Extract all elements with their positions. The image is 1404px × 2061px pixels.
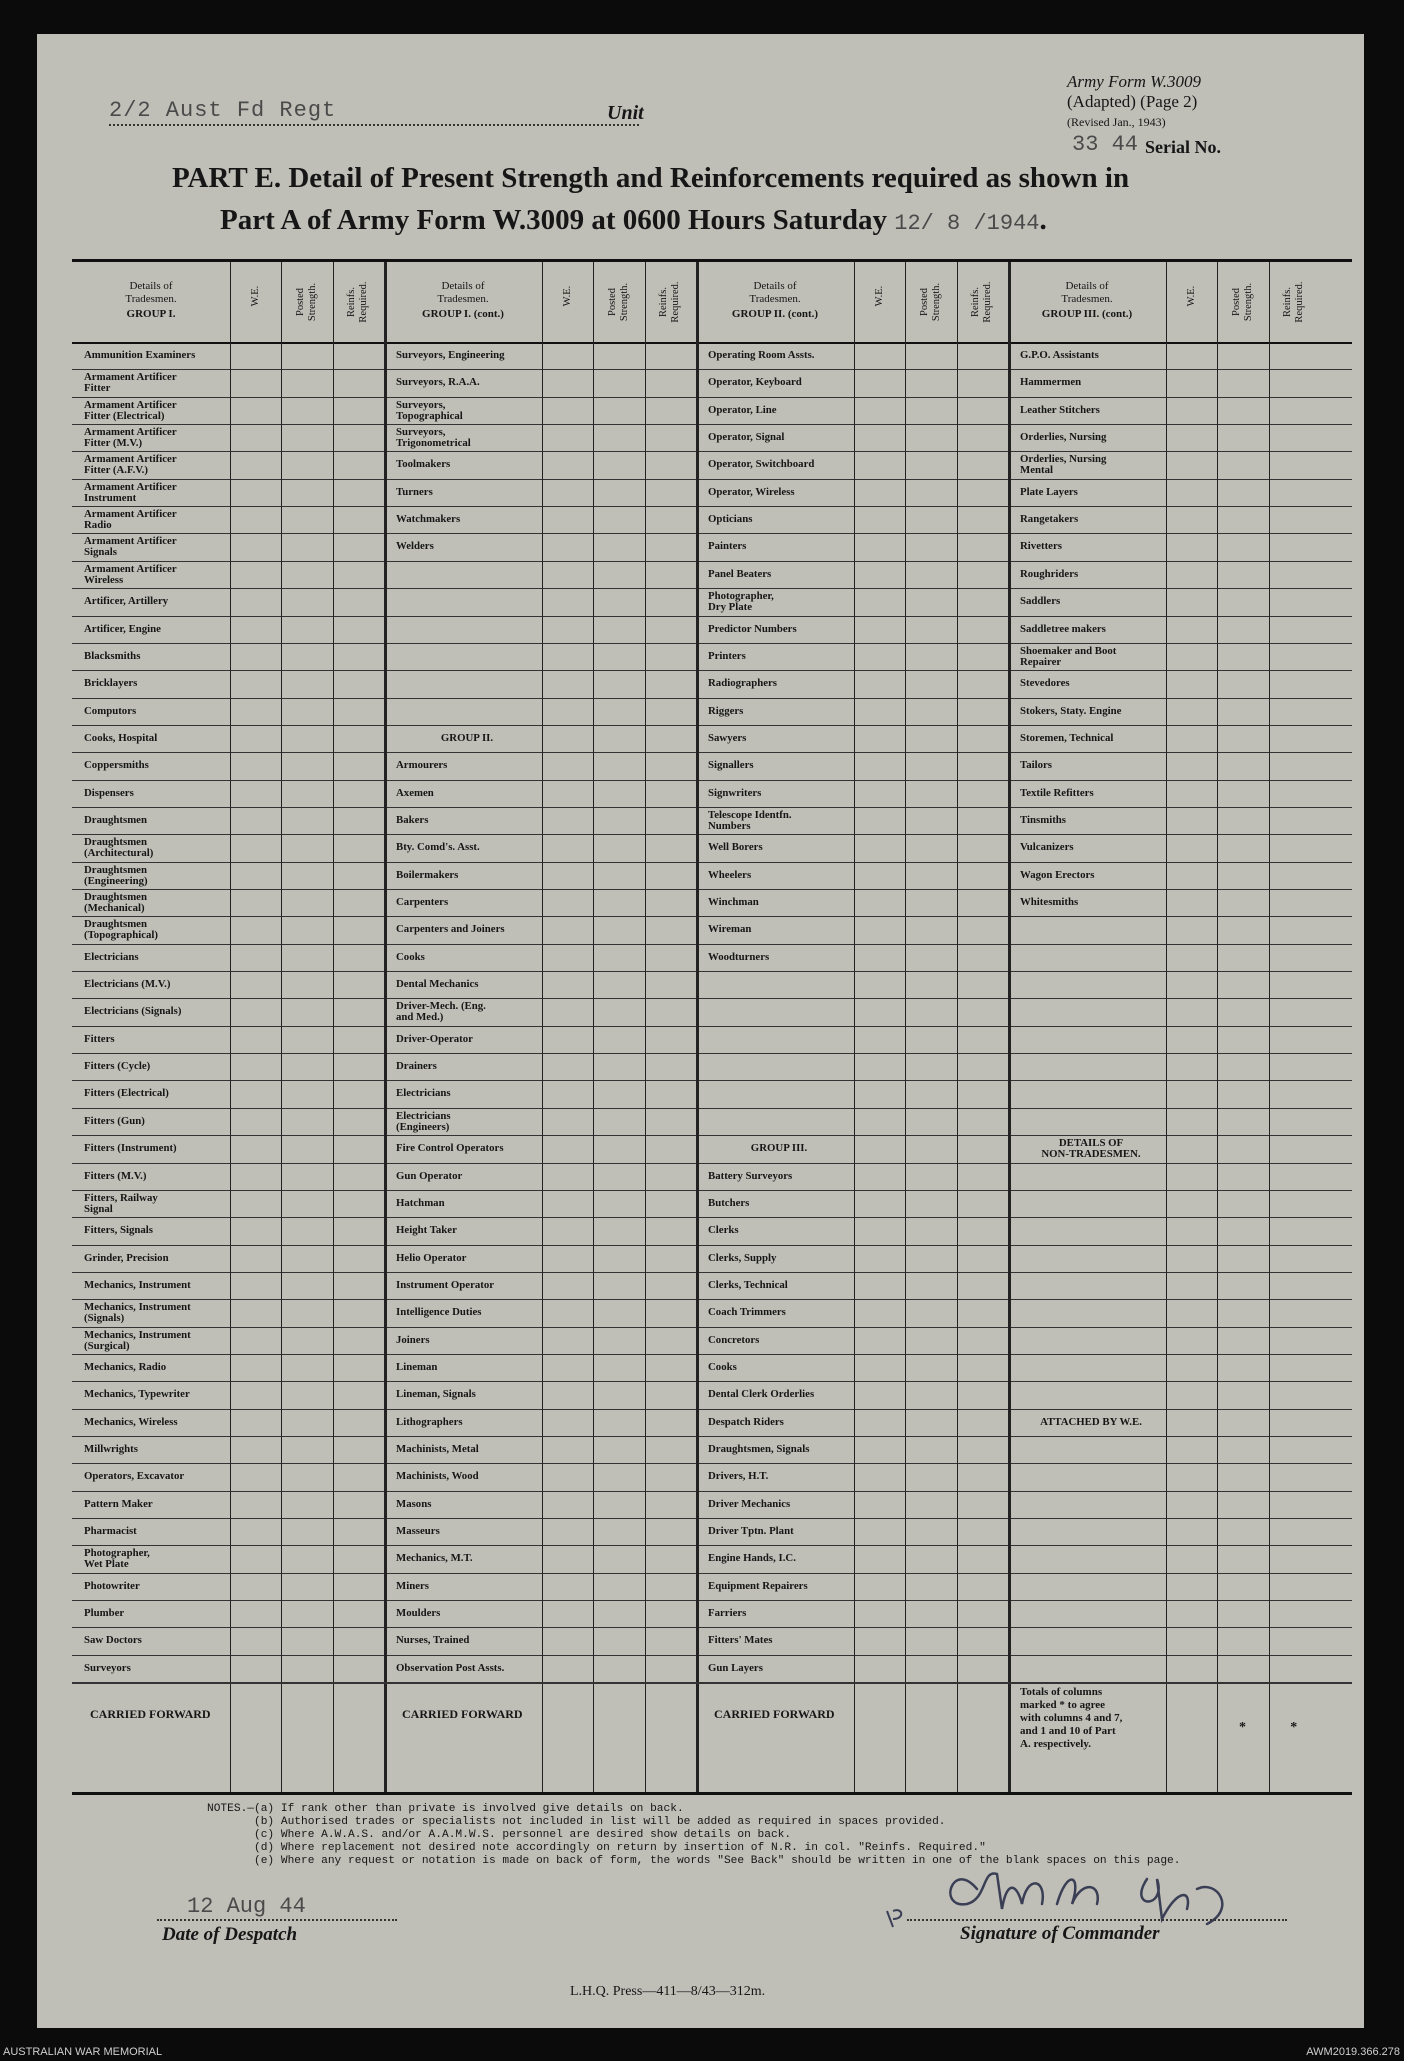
group-header-details: Details of Tradesmen.	[125, 280, 177, 305]
trade-name: Predictor Numbers	[708, 623, 797, 635]
trade-name: Photographer, Wet Plate	[84, 1548, 150, 1571]
archive-caption: AUSTRALIAN WAR MEMORIAL	[3, 2046, 163, 2058]
trade-name: Rivetters	[1020, 541, 1062, 553]
trade-name: Helio Operator	[396, 1252, 467, 1264]
trade-name: Clerks, Supply	[708, 1252, 777, 1264]
row-divider	[72, 889, 1352, 890]
row-divider	[72, 1436, 1352, 1437]
trade-name: Storemen, Technical	[1020, 732, 1114, 744]
archive-reference: AWM2019.366.278	[1306, 2046, 1400, 2058]
trade-name: Computors	[84, 705, 137, 717]
row-divider	[72, 1573, 1352, 1574]
trade-name: Mechanics, Radio	[84, 1361, 167, 1373]
trade-name: Roughriders	[1020, 568, 1079, 580]
trade-name: Plumber	[84, 1608, 125, 1620]
row-divider	[72, 862, 1352, 863]
trade-name: Operator, Line	[708, 404, 777, 416]
trade-name: Armament Artificer Fitter (M.V.)	[84, 427, 177, 450]
trade-name: Masseurs	[396, 1526, 440, 1538]
header-divider	[72, 342, 1352, 344]
trade-name: Signallers	[708, 760, 754, 772]
column-divider	[1269, 262, 1270, 1792]
column-divider	[542, 262, 543, 1792]
trade-name: Operator, Signal	[708, 432, 785, 444]
group-header-title: GROUP II. (cont.)	[731, 308, 819, 320]
trade-name: Bakers	[396, 814, 429, 826]
asterisk-mark: *	[1238, 1720, 1246, 1736]
trade-name: Photowriter	[84, 1580, 140, 1592]
trade-name: Tinsmiths	[1020, 814, 1067, 826]
row-divider	[72, 725, 1352, 726]
column-header: Posted Strength.	[606, 282, 630, 322]
trade-name: Armament Artificer Wireless	[84, 563, 177, 586]
trade-name: Opticians	[708, 514, 753, 526]
trade-name: Turners	[396, 486, 433, 498]
row-divider	[72, 1108, 1352, 1109]
trade-name: Carpenters and Joiners	[396, 924, 505, 936]
unit-value: 2/2 Aust Fd Regt	[109, 98, 337, 123]
trade-name: Hatchman	[396, 1197, 445, 1209]
form-number-line2: (Adapted) (Page 2)	[1067, 92, 1198, 111]
trade-name: Stokers, Staty. Engine	[1020, 705, 1122, 717]
row-divider	[72, 944, 1352, 945]
trade-name: Farriers	[708, 1608, 747, 1620]
trade-name: Moulders	[396, 1608, 441, 1620]
row-divider	[72, 1327, 1352, 1328]
trade-name: Miners	[396, 1580, 429, 1592]
row-divider	[72, 1627, 1352, 1628]
form-number-line1: Army Form W.3009	[1067, 72, 1201, 91]
trade-name: Shoemaker and Boot Repairer	[1020, 645, 1117, 668]
trade-name: Surveyors, Engineering	[396, 350, 505, 361]
column-divider	[384, 262, 387, 1792]
trade-name: Machinists, Wood	[396, 1471, 479, 1483]
trade-name: Despatch Riders	[708, 1416, 784, 1428]
row-divider	[72, 670, 1352, 671]
trade-name: Dispensers	[84, 787, 134, 799]
row-divider	[72, 1080, 1352, 1081]
trade-name: Saddletree makers	[1020, 623, 1106, 635]
trade-name: Driver Tptn. Plant	[708, 1526, 794, 1538]
trade-name: Whitesmiths	[1020, 897, 1079, 908]
trade-name: Well Borers	[708, 842, 763, 854]
trade-name: Dental Clerk Orderlies	[708, 1389, 815, 1401]
trade-name: Wireman	[708, 924, 752, 936]
trade-name: Vulcanizers	[1020, 842, 1074, 854]
trade-name: Stevedores	[1020, 678, 1070, 690]
row-divider	[72, 780, 1352, 781]
trade-name: Drivers, H.T.	[708, 1471, 769, 1483]
row-divider	[72, 1600, 1352, 1601]
row-divider	[72, 424, 1352, 425]
trade-name: Armament Artificer Radio	[84, 509, 177, 532]
trade-name: Armament Artificer Fitter	[84, 372, 177, 395]
trade-name: Fitters, Signals	[84, 1225, 153, 1237]
column-divider	[593, 262, 594, 1792]
title-year-digit: 4	[1026, 211, 1040, 236]
trade-name: Pharmacist	[84, 1526, 137, 1538]
trade-name: Carpenters	[396, 897, 449, 908]
trade-name: Armament Artificer Signals	[84, 536, 177, 559]
asterisk-mark: *	[1290, 1720, 1298, 1736]
trade-name: Electricians	[84, 951, 139, 963]
trade-name: Operator, Wireless	[708, 486, 795, 498]
trade-name: Wheelers	[708, 869, 752, 881]
trade-name: Fitters (Electrical)	[84, 1088, 169, 1100]
column-divider	[1008, 262, 1011, 1792]
column-header: Posted Strength.	[918, 282, 942, 322]
trade-name: Driver-Operator	[396, 1033, 473, 1045]
row-divider	[72, 1272, 1352, 1273]
trade-name: Artificer, Engine	[84, 623, 161, 635]
row-divider	[72, 1463, 1352, 1464]
trade-name: Electricians (M.V.)	[84, 979, 171, 991]
form-page	[37, 34, 1364, 2028]
group-header-title: GROUP III. (cont.)	[1041, 308, 1133, 320]
trade-name: Draughtsmen (Engineering)	[84, 864, 148, 887]
trade-name: Lineman, Signals	[396, 1389, 476, 1401]
trade-name: G.P.O. Assistants	[1020, 350, 1099, 361]
despatch-underline	[157, 1919, 397, 1921]
row-divider	[72, 1409, 1352, 1410]
column-divider	[957, 262, 958, 1792]
trade-name: Woodturners	[708, 951, 770, 963]
trade-name: Armament Artificer Fitter (A.F.V.)	[84, 454, 177, 477]
trade-name: Riggers	[708, 705, 744, 717]
trade-name: Surveyors, Trigonometrical	[396, 427, 471, 450]
trade-name: Toolmakers	[396, 459, 451, 471]
trade-name: GROUP III.	[750, 1143, 808, 1155]
trade-name: Painters	[708, 541, 747, 553]
trade-name: Cooks	[708, 1361, 737, 1373]
trade-name: Sawyers	[708, 732, 747, 744]
trade-name: Surveyors, R.A.A.	[396, 377, 480, 389]
page-title: PART E. Detail of Present Strength and Reinforcements required as shown in	[172, 162, 1130, 194]
trade-name: Operator, Keyboard	[708, 377, 802, 389]
trade-name: Intelligence Duties	[396, 1307, 482, 1319]
row-divider	[72, 752, 1352, 753]
trade-name: Nurses, Trained	[396, 1635, 470, 1647]
trade-name: Armament Artificer Fitter (Electrical)	[84, 399, 177, 422]
trade-name: ATTACHED BY W.E.	[1040, 1416, 1142, 1428]
column-divider	[281, 262, 282, 1792]
title-end: .	[1039, 204, 1047, 236]
row-divider	[72, 588, 1352, 589]
trade-name: Saddlers	[1020, 596, 1061, 608]
trade-name: Coach Trimmers	[708, 1307, 786, 1319]
column-divider	[333, 262, 334, 1792]
column-header: Reinfs. Required.	[1282, 281, 1306, 323]
trade-name: Driver Mechanics	[708, 1498, 791, 1510]
column-header: Reinfs. Required.	[658, 281, 682, 323]
row-divider	[72, 561, 1352, 562]
group-header	[1008, 280, 1166, 321]
trade-name: Height Taker	[396, 1225, 457, 1237]
column-header: Posted Strength.	[1230, 282, 1254, 322]
trade-name: Driver-Mech. (Eng. and Med.)	[396, 1001, 486, 1024]
trade-name: Mechanics, Wireless	[84, 1416, 178, 1428]
group-header-details: Details of Tradesmen.	[437, 280, 489, 305]
column-divider	[854, 262, 855, 1792]
trade-name: Dental Mechanics	[396, 979, 479, 991]
form-number-line3: (Revised Jan., 1943)	[1067, 115, 1166, 129]
trade-name: Observation Post Assts.	[396, 1662, 505, 1674]
column-divider	[696, 262, 699, 1792]
row-divider	[72, 506, 1352, 507]
trade-name: Fitters (Gun)	[84, 1115, 145, 1127]
trade-name: Clerks, Technical	[708, 1279, 788, 1291]
row-divider	[72, 1491, 1352, 1492]
group-header-details: Details of Tradesmen.	[749, 280, 801, 305]
trade-name: Instrument Operator	[396, 1279, 495, 1291]
trade-name: Winchman	[708, 897, 759, 908]
serial-label: Serial No.	[1145, 137, 1221, 157]
trade-name: Textile Refitters	[1020, 787, 1094, 799]
row-divider	[72, 1053, 1352, 1054]
despatch-date-value: 12 Aug 44	[187, 1894, 306, 1919]
trade-name: Surveyors	[84, 1662, 131, 1674]
trade-name: Rangetakers	[1020, 514, 1079, 526]
trade-name: Draughtsmen (Topographical)	[84, 919, 158, 942]
trade-name: Clerks	[708, 1225, 739, 1237]
trade-name: Wagon Erectors	[1020, 869, 1095, 881]
column-header: W.E.	[1185, 285, 1197, 307]
trade-name: Signwriters	[708, 787, 762, 799]
unit-underline	[109, 124, 639, 126]
group-header-title: GROUP I. (cont.)	[422, 308, 504, 320]
row-divider	[72, 533, 1352, 534]
row-divider	[72, 1026, 1352, 1027]
trade-name: Engine Hands, I.C.	[708, 1553, 796, 1565]
trade-name: Bricklayers	[84, 678, 138, 690]
trade-name: Artificer, Artillery	[84, 596, 169, 608]
trade-name: Equipment Repairers	[708, 1580, 808, 1592]
trade-name: Cooks	[396, 951, 425, 963]
group-header	[384, 280, 542, 321]
trade-name: Electricians (Engineers)	[396, 1110, 451, 1133]
trade-name: Drainers	[396, 1061, 437, 1073]
trade-name: Bty. Comd's. Asst.	[396, 842, 480, 854]
column-divider	[905, 262, 906, 1792]
trade-name: DETAILS OF NON-TRADESMEN.	[1041, 1138, 1141, 1161]
column-divider	[645, 262, 646, 1792]
trade-name: Axemen	[396, 787, 434, 799]
trade-name: GROUP II.	[440, 732, 494, 744]
trade-name: Tailors	[1020, 760, 1053, 772]
trade-name: Draughtsmen (Mechanical)	[84, 892, 147, 914]
trade-name: Draughtsmen, Signals	[708, 1444, 810, 1455]
trade-name: Gun Operator	[396, 1170, 463, 1182]
trade-name: Mechanics, Instrument	[84, 1279, 191, 1291]
group-header	[72, 280, 230, 321]
trade-name: Blacksmiths	[84, 650, 141, 662]
trade-name: Butchers	[708, 1197, 750, 1209]
title-prefix: Part A of Army Form W.3009 at 0600 Hours Saturday	[220, 204, 887, 236]
trade-name: Orderlies, Nursing Mental	[1020, 454, 1107, 477]
group-header-title: GROUP I.	[126, 308, 176, 320]
row-divider	[72, 971, 1352, 972]
trade-name: Panel Beaters	[708, 568, 772, 580]
row-divider	[72, 1655, 1352, 1656]
trade-name: Fire Control Operators	[396, 1143, 504, 1155]
trade-name: Mechanics, Typewriter	[84, 1389, 190, 1401]
column-header: W.E.	[873, 285, 885, 307]
trade-name: Lineman	[396, 1361, 438, 1373]
trade-name: Radiographers	[708, 678, 777, 690]
row-divider	[72, 1545, 1352, 1546]
row-divider	[72, 1299, 1352, 1300]
trade-name: Boilermakers	[396, 869, 459, 881]
title-date: 12/ 8 /194	[894, 211, 1027, 236]
row-divider	[72, 1354, 1352, 1355]
trade-name: Printers	[708, 650, 746, 662]
carried-forward-label: CARRIED FORWARD	[714, 1707, 835, 1722]
trade-name: Armourers	[396, 760, 448, 772]
row-divider	[72, 643, 1352, 644]
carried-forward-divider	[72, 1682, 1352, 1684]
trade-name: Saw Doctors	[84, 1635, 142, 1647]
trade-name: Surveyors, Topographical	[396, 399, 463, 422]
trade-name: Fitters (Cycle)	[84, 1061, 151, 1073]
row-divider	[72, 807, 1352, 808]
row-divider	[72, 479, 1352, 480]
signature-underline	[907, 1919, 1287, 1921]
serial-value: 33 44	[1072, 132, 1139, 157]
row-divider	[72, 616, 1352, 617]
trade-name: Fitters (Instrument)	[84, 1143, 177, 1155]
trade-name: Operator, Switchboard	[708, 459, 815, 471]
trade-name: Electricians (Signals)	[84, 1006, 182, 1018]
page-title-line2	[220, 204, 1047, 237]
trade-name: Joiners	[396, 1334, 430, 1346]
unit-label: Unit	[607, 102, 644, 124]
trade-name: Gun Layers	[708, 1662, 763, 1674]
totals-note: Totals of columns marked * to agree with columns 4 and 7, and 1 and 10 of Part A. respectively.	[1020, 1686, 1123, 1751]
trade-name: Coppersmiths	[84, 760, 149, 772]
row-divider	[72, 834, 1352, 835]
trade-name: Machinists, Metal	[396, 1444, 479, 1455]
press-mark: L.H.Q. Press—411—8/43—312m.	[570, 1984, 766, 1999]
column-header: Reinfs. Required.	[970, 281, 994, 323]
trade-name: Concretors	[708, 1334, 760, 1346]
trade-name: Telescope Identfn. Numbers	[708, 809, 792, 832]
trade-name: Fitters (M.V.)	[84, 1170, 147, 1182]
column-divider	[230, 262, 231, 1792]
row-divider	[72, 1217, 1352, 1218]
column-divider	[1217, 262, 1218, 1792]
trade-name: Mechanics, Instrument (Surgical)	[84, 1329, 191, 1352]
trade-name: Fitters' Mates	[708, 1635, 773, 1647]
trade-name: Cooks, Hospital	[84, 732, 158, 744]
row-divider	[72, 916, 1352, 917]
signature-label: Signature of Commander	[960, 1923, 1160, 1944]
commander-signature	[857, 1849, 1277, 1929]
group-header	[696, 280, 854, 321]
row-divider	[72, 397, 1352, 398]
trade-name: Grinder, Precision	[84, 1252, 169, 1264]
group-header-details: Details of Tradesmen.	[1061, 280, 1113, 305]
trade-name: Fitters	[84, 1033, 115, 1045]
trade-name: Masons	[396, 1498, 432, 1510]
trade-name: Battery Surveyors	[708, 1170, 793, 1182]
row-divider	[72, 1190, 1352, 1191]
row-divider	[72, 1245, 1352, 1246]
trade-name: Leather Stitchers	[1020, 404, 1100, 416]
column-header: W.E.	[561, 285, 573, 307]
column-header: Reinfs. Required.	[346, 281, 370, 323]
trade-name: Plate Layers	[1020, 486, 1078, 498]
trade-name: Operating Room Assts.	[708, 350, 815, 361]
trade-name: Fitters, Railway Signal	[84, 1192, 158, 1215]
trade-name: Ammunition Examiners	[84, 350, 196, 361]
row-divider	[72, 369, 1352, 370]
trade-name: Operators, Excavator	[84, 1471, 185, 1483]
despatch-label: Date of Despatch	[162, 1924, 298, 1945]
form-number	[1067, 72, 1201, 132]
trade-name: Pattern Maker	[84, 1498, 153, 1510]
trade-name: Orderlies, Nursing	[1020, 432, 1107, 444]
trade-name: Welders	[396, 541, 434, 553]
trade-name: Mechanics, Instrument (Signals)	[84, 1302, 191, 1325]
column-header: W.E.	[249, 285, 261, 307]
trade-name: Electricians	[396, 1088, 451, 1100]
row-divider	[72, 1381, 1352, 1382]
trade-name: Draughtsmen	[84, 814, 147, 826]
trade-name: Hammermen	[1020, 377, 1082, 389]
trade-name: Photographer, Dry Plate	[708, 591, 774, 614]
trade-name: Millwrights	[84, 1444, 138, 1455]
row-divider	[72, 698, 1352, 699]
carried-forward-label: CARRIED FORWARD	[402, 1707, 523, 1722]
row-divider	[72, 998, 1352, 999]
row-divider	[72, 1135, 1352, 1136]
carried-forward-label: CARRIED FORWARD	[90, 1707, 211, 1722]
row-divider	[72, 1163, 1352, 1164]
row-divider	[72, 1518, 1352, 1519]
trade-name: Lithographers	[396, 1416, 463, 1428]
trade-name: Draughtsmen (Architectural)	[84, 837, 154, 860]
trade-name: Watchmakers	[396, 514, 461, 526]
column-divider	[1166, 262, 1167, 1792]
row-divider	[72, 451, 1352, 452]
trade-name: Mechanics, M.T.	[396, 1553, 473, 1565]
trade-name: Armament Artificer Instrument	[84, 481, 177, 504]
notes: NOTES.—(a) If rank other than private is involved give details on back. (b) Authorised trades or specialists not included in list will be added as required in spaces provided. (c) Where A.W.A.S. and/or A.A.M.W.S. personnel are desired show details on back. (d) Where replacement not desired note accordingly on return by insertion of N.R. in col. "Reinfs. Required." (e) Where any request or notation is made on back of form, the words "See Back" should be written in one of the blank spaces on this page.	[207, 1803, 1181, 1867]
column-header: Posted Strength.	[294, 282, 318, 322]
strength-table	[72, 259, 1352, 1795]
